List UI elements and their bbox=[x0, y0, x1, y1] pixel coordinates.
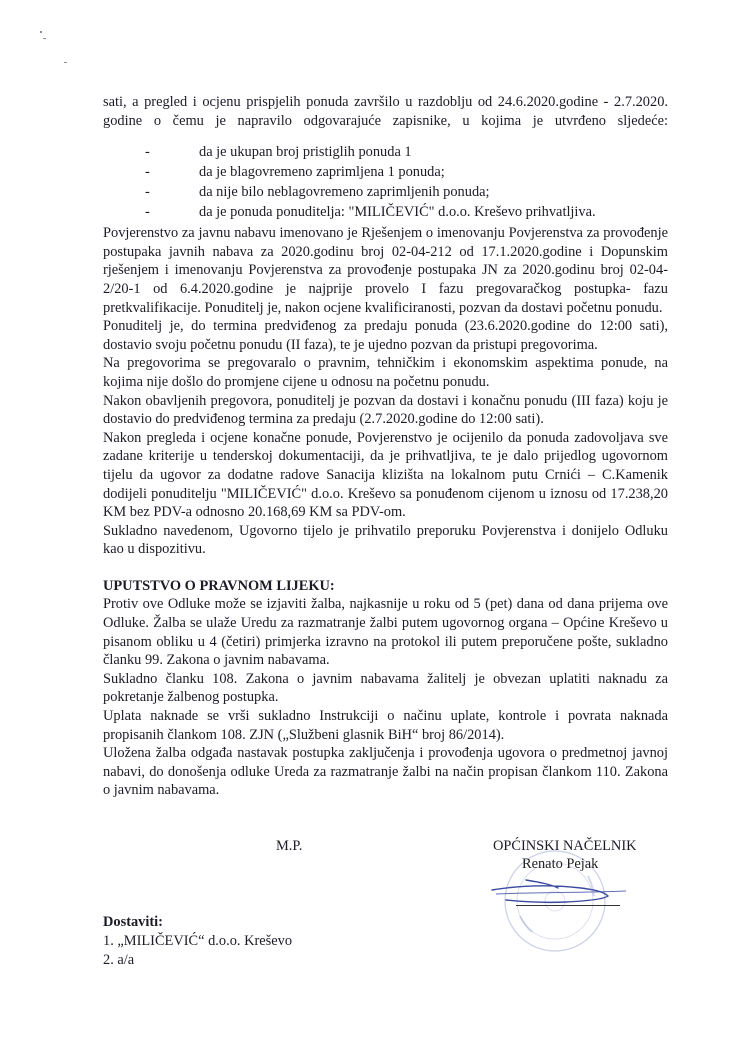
scan-speck bbox=[40, 31, 42, 33]
mayor-name: Renato Pejak bbox=[522, 856, 599, 872]
scan-speck bbox=[43, 38, 46, 39]
bullet-marker: - bbox=[145, 144, 150, 161]
body-paragraph: Nakon pregleda i ocjene konačne ponude, Povjerenstvo je ocijenilo da ponuda zadovoljava sve zadane kriterije u tenderskoj dokumentaciji, da je prihvatljiva, te je dalo prijedlog ugovornom tijelu da ugovor za dodatne radove Sanacija klizišta na lokalnom putu Crnići – C.Kamenik dodijeli ponuditelju "MILIČEVIĆ" d.o.o. Kreševo sa ponuđenom cijenom u iznosu od 17.238,20 KM bez PDV-a odnosno 20.168,69 KM sa PDV-om. bbox=[103, 429, 668, 521]
body-paragraph: Povjerenstvo za javnu nabavu imenovano je Rješenjem o imenovanju Povjerenstva za provođenje postupaka javnih nabava za 2020.godinu broj 02-04-212 od 17.1.2020.godine i Dopunskim rješenjem i imenovanju Povjerenstva za provođenje postupaka JN za 2020.godinu broj 02-04-2/20-1 od 6.4.2020.godine je najprije provelo I fazu pregovaračkog postupka- fazu pretkvalifikacije. Ponuditelj je, nakon ocjene kvalificiranosti, pozvan da dostavi početnu ponudu. bbox=[103, 225, 668, 316]
list-item bbox=[103, 142, 668, 162]
list-item bbox=[103, 182, 668, 202]
document-body bbox=[103, 93, 668, 800]
body-paragraph: Sukladno navedenom, Ugovorno tijelo je prihvatilo preporuku Povjerenstva i donijelo Odluku kao u dispozitivu. bbox=[103, 522, 668, 558]
list-item-text: da je ukupan broj pristiglih ponuda 1 bbox=[199, 144, 412, 161]
list-item-text: da je blagovremeno zaprimljena 1 ponuda; bbox=[199, 164, 445, 181]
bullet-marker: - bbox=[145, 164, 150, 181]
list-item-text: da nije bilo neblagovremeno zaprimljenih ponuda; bbox=[199, 184, 490, 201]
intro-paragraph: sati, a pregled i ocjenu prispjelih ponuda završilo u razdoblju od 24.6.2020.godine - 2.7.2020. godine o čemu je napravilo odgovarajuće zapisnike, u kojima je utvrđeno sljedeće: bbox=[103, 94, 668, 129]
delivery-heading: Dostaviti: bbox=[103, 914, 163, 930]
mayor-title: OPĆINSKI NAČELNIK bbox=[493, 838, 637, 854]
legal-paragraph: Uložena žalba odgađa nastavak postupka zaključenja i provođenja ugovora o predmetnoj javnoj nabavi, do donošenja odluke Ureda za razmatranje žalbi na način propisan člankom 110. Zakona o javnim nabavama. bbox=[103, 745, 668, 799]
bullet-marker: - bbox=[145, 184, 150, 201]
scan-speck bbox=[64, 62, 67, 63]
legal-remedy-heading: UPUTSTVO O PRAVNOM LIJEKU: bbox=[103, 577, 335, 594]
list-item: 1. „MILIČEVIĆ“ d.o.o. Kreševo bbox=[103, 933, 293, 949]
findings-list bbox=[103, 142, 668, 222]
legal-paragraph: Sukladno članku 108. Zakona o javnim nabavama žalitelj je obvezan uplatiti naknadu za pokretanje žalbenog postupka. bbox=[103, 670, 668, 706]
seal-placeholder-label: M.P. bbox=[276, 838, 303, 854]
legal-paragraph: Uplata naknade se vrši sukladno Instrukciji o načinu uplate, kontrole i povrata naknada propisanih člankom 108. ZJN („Službeni glasnik BiH“ broj 86/2014). bbox=[103, 708, 668, 743]
body-paragraph: Nakon obavljenih pregovora, ponuditelj je pozvan da dostavi i konačnu ponudu (III faza) koju je dostavio do predviđenog termina za predaju (2.7.2020.godine do 12:00 sati). bbox=[103, 392, 668, 428]
list-item-text: da je ponuda ponuditelja: "MILIČEVIĆ" d.o.o. Kreševo prihvatljiva. bbox=[199, 204, 596, 221]
body-paragraph: Ponuditelj je, do termina predviđenog za predaju ponuda (23.6.2020.godine do 12:00 sati), dostavio svoju početnu ponudu (II faza), te je ujedno pozvan da pristupi pregovorima. bbox=[103, 318, 668, 353]
signature-block bbox=[0, 838, 754, 918]
legal-paragraph: Protiv ove Odluke može se izjaviti žalba, najkasnije u roku od 5 (pet) dana od dana prijema ove Odluke. Žalba se ulaže Uredu za razmatranje žalbi putem ugovornog organa – Općine Kreševo u pisanom obliku u 4 (četiri) primjerka izravno na protokol ili putem preporučene pošte, sukladno članku 99. Zakona o javnim nabavama. bbox=[103, 596, 668, 669]
handwritten-signature-icon bbox=[486, 872, 636, 912]
list-item bbox=[103, 162, 668, 182]
bullet-marker: - bbox=[145, 204, 150, 221]
signature-line bbox=[516, 905, 620, 906]
list-item: 2. a/a bbox=[103, 952, 135, 968]
list-item bbox=[103, 202, 668, 222]
body-paragraph: Na pregovorima se pregovaralo o pravnim, tehničkim i ekonomskim aspektima ponude, na kojima nije došlo do promjene cijene u odnosu na početnu ponudu. bbox=[103, 355, 668, 390]
delivery-list bbox=[103, 913, 292, 970]
